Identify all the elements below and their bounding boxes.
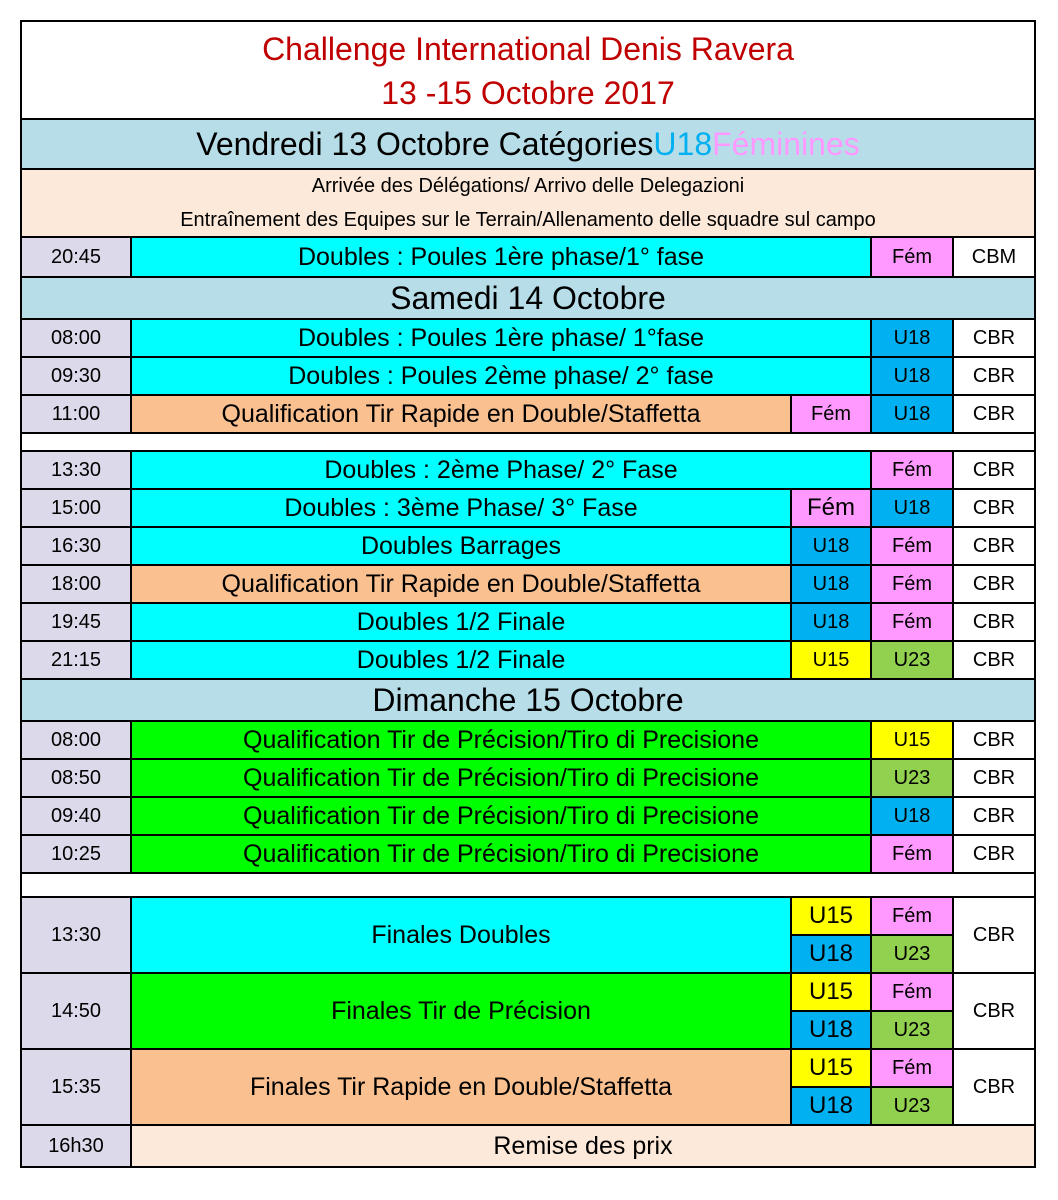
info-line-1: Arrivée des Délégations/ Arrivo delle Delegazioni: [311, 175, 745, 197]
category-tag: U18: [792, 566, 872, 604]
event-cell: Finales Tir Rapide en Double/Staffetta: [132, 1050, 792, 1126]
saturday-heading-row: [22, 278, 1034, 320]
category-tag: Fém: [872, 836, 954, 874]
category-tag: U18: [792, 1088, 872, 1126]
schedule-row: [22, 396, 1034, 434]
time-cell: 14:50: [22, 974, 132, 1050]
time-cell: 20:45: [22, 238, 132, 278]
category-tag: U18: [792, 604, 872, 642]
event-cell: Doubles : Poules 2ème phase/ 2° fase: [132, 358, 872, 396]
time-cell: 15:00: [22, 490, 132, 528]
time-cell: 16h30: [22, 1126, 132, 1166]
category-tag: U18: [792, 1012, 872, 1050]
category-tag: Fém: [872, 974, 954, 1012]
event-cell: Doubles : 2ème Phase/ 2° Fase: [132, 452, 872, 490]
schedule-row: [22, 358, 1034, 396]
category-tag: U18: [872, 396, 954, 434]
time-cell: 08:00: [22, 320, 132, 358]
category-tag: U18: [872, 320, 954, 358]
venue-cell: CBR: [954, 528, 1034, 566]
schedule-row: [22, 490, 1034, 528]
category-tag: Fém: [872, 566, 954, 604]
spacer: [22, 874, 1034, 898]
sunday-heading-row: [22, 680, 1034, 722]
category-tag: Fém: [792, 396, 872, 434]
category-tag: Fém: [872, 238, 954, 278]
finals-row: [22, 974, 1034, 1050]
sunday-heading: Dimanche 15 Octobre: [22, 680, 1034, 722]
time-cell: 21:15: [22, 642, 132, 680]
time-cell: 15:35: [22, 1050, 132, 1126]
schedule-sheet: [20, 20, 1036, 1168]
category-tag: U23: [872, 760, 954, 798]
category-tag: U15: [792, 642, 872, 680]
event-cell: Doubles : Poules 1ère phase/ 1°fase: [132, 320, 872, 358]
friday-heading-row: [22, 120, 1034, 170]
category-tag: Fém: [792, 490, 872, 528]
venue-cell: CBR: [954, 760, 1034, 798]
venue-cell: CBR: [954, 320, 1034, 358]
info-line-2: Entraînement des Equipes sur le Terrain/Allenamento delle squadre sul campo: [180, 209, 876, 231]
spacer: [22, 434, 1034, 452]
category-tag: U18: [872, 490, 954, 528]
time-cell: 19:45: [22, 604, 132, 642]
venue-cell: CBR: [954, 898, 1034, 974]
schedule-row: [22, 528, 1034, 566]
event-cell: Doubles 1/2 Finale: [132, 642, 792, 680]
event-cell: Doubles : 3ème Phase/ 3° Fase: [132, 490, 792, 528]
time-cell: 09:30: [22, 358, 132, 396]
friday-heading-fem: Féminines: [712, 125, 860, 162]
category-tag: Fém: [872, 898, 954, 936]
title-line-1: Challenge International Denis Ravera: [262, 31, 794, 67]
time-cell: 08:50: [22, 760, 132, 798]
event-cell: Doubles : Poules 1ère phase/1° fase: [132, 238, 872, 278]
schedule-row: [22, 238, 1034, 278]
awards-row: [22, 1126, 1034, 1166]
time-cell: 13:30: [22, 452, 132, 490]
time-cell: 13:30: [22, 898, 132, 974]
event-cell: Finales Tir de Précision: [132, 974, 792, 1050]
page-title: [22, 22, 1034, 120]
venue-cell: CBR: [954, 490, 1034, 528]
venue-cell: CBR: [954, 1050, 1034, 1126]
spacer-row: [22, 434, 1034, 452]
schedule-row: [22, 642, 1034, 680]
schedule-row: [22, 798, 1034, 836]
event-cell: Qualification Tir de Précision/Tiro di Precisione: [132, 760, 872, 798]
friday-info: [22, 170, 1034, 238]
category-tag: U23: [872, 1088, 954, 1126]
venue-cell: CBR: [954, 604, 1034, 642]
event-cell: Qualification Tir de Précision/Tiro di Precisione: [132, 798, 872, 836]
event-cell: Qualification Tir Rapide en Double/Staffetta: [132, 566, 792, 604]
friday-heading-u18: U18: [653, 125, 713, 162]
event-cell: Qualification Tir de Précision/Tiro di Precisione: [132, 836, 872, 874]
venue-cell: CBR: [954, 798, 1034, 836]
friday-heading: [22, 120, 1034, 170]
category-tag: Fém: [872, 604, 954, 642]
time-cell: 09:40: [22, 798, 132, 836]
venue-cell: CBR: [954, 566, 1034, 604]
time-cell: 08:00: [22, 722, 132, 760]
category-tag: Fém: [872, 452, 954, 490]
schedule-row: [22, 836, 1034, 874]
venue-cell: CBR: [954, 396, 1034, 434]
time-cell: 16:30: [22, 528, 132, 566]
schedule-row: [22, 452, 1034, 490]
title-line-2: 13 -15 Octobre 2017: [381, 75, 675, 111]
venue-cell: CBR: [954, 722, 1034, 760]
schedule-row: [22, 320, 1034, 358]
event-cell: Doubles 1/2 Finale: [132, 604, 792, 642]
finals-row: [22, 1050, 1034, 1126]
venue-cell: CBR: [954, 358, 1034, 396]
finals-row: [22, 898, 1034, 974]
category-tag: Fém: [872, 528, 954, 566]
schedule-row: [22, 722, 1034, 760]
schedule-row: [22, 760, 1034, 798]
saturday-heading: Samedi 14 Octobre: [22, 278, 1034, 320]
category-tag: U15: [872, 722, 954, 760]
venue-cell: CBR: [954, 836, 1034, 874]
category-tag: U15: [792, 974, 872, 1012]
friday-info-row: [22, 170, 1034, 238]
event-cell: Doubles Barrages: [132, 528, 792, 566]
event-cell: Finales Doubles: [132, 898, 792, 974]
event-cell: Qualification Tir Rapide en Double/Staffetta: [132, 396, 792, 434]
time-cell: 10:25: [22, 836, 132, 874]
category-tag: U18: [872, 798, 954, 836]
time-cell: 18:00: [22, 566, 132, 604]
spacer-row: [22, 874, 1034, 898]
category-tag: U23: [872, 936, 954, 974]
schedule-row: [22, 604, 1034, 642]
venue-cell: CBR: [954, 452, 1034, 490]
category-tag: U18: [872, 358, 954, 396]
schedule-row: [22, 566, 1034, 604]
venue-cell: CBR: [954, 974, 1034, 1050]
category-tag: U18: [792, 936, 872, 974]
category-tag: Fém: [872, 1050, 954, 1088]
venue-cell: CBM: [954, 238, 1034, 278]
event-cell: Qualification Tir de Précision/Tiro di Precisione: [132, 722, 872, 760]
venue-cell: CBR: [954, 642, 1034, 680]
category-tag: U18: [792, 528, 872, 566]
category-tag: U15: [792, 1050, 872, 1088]
category-tag: U15: [792, 898, 872, 936]
friday-heading-text: Vendredi 13 Octobre Catégories: [196, 125, 654, 162]
category-tag: U23: [872, 1012, 954, 1050]
time-cell: 11:00: [22, 396, 132, 434]
awards-cell: Remise des prix: [132, 1126, 1034, 1166]
category-tag: U23: [872, 642, 954, 680]
